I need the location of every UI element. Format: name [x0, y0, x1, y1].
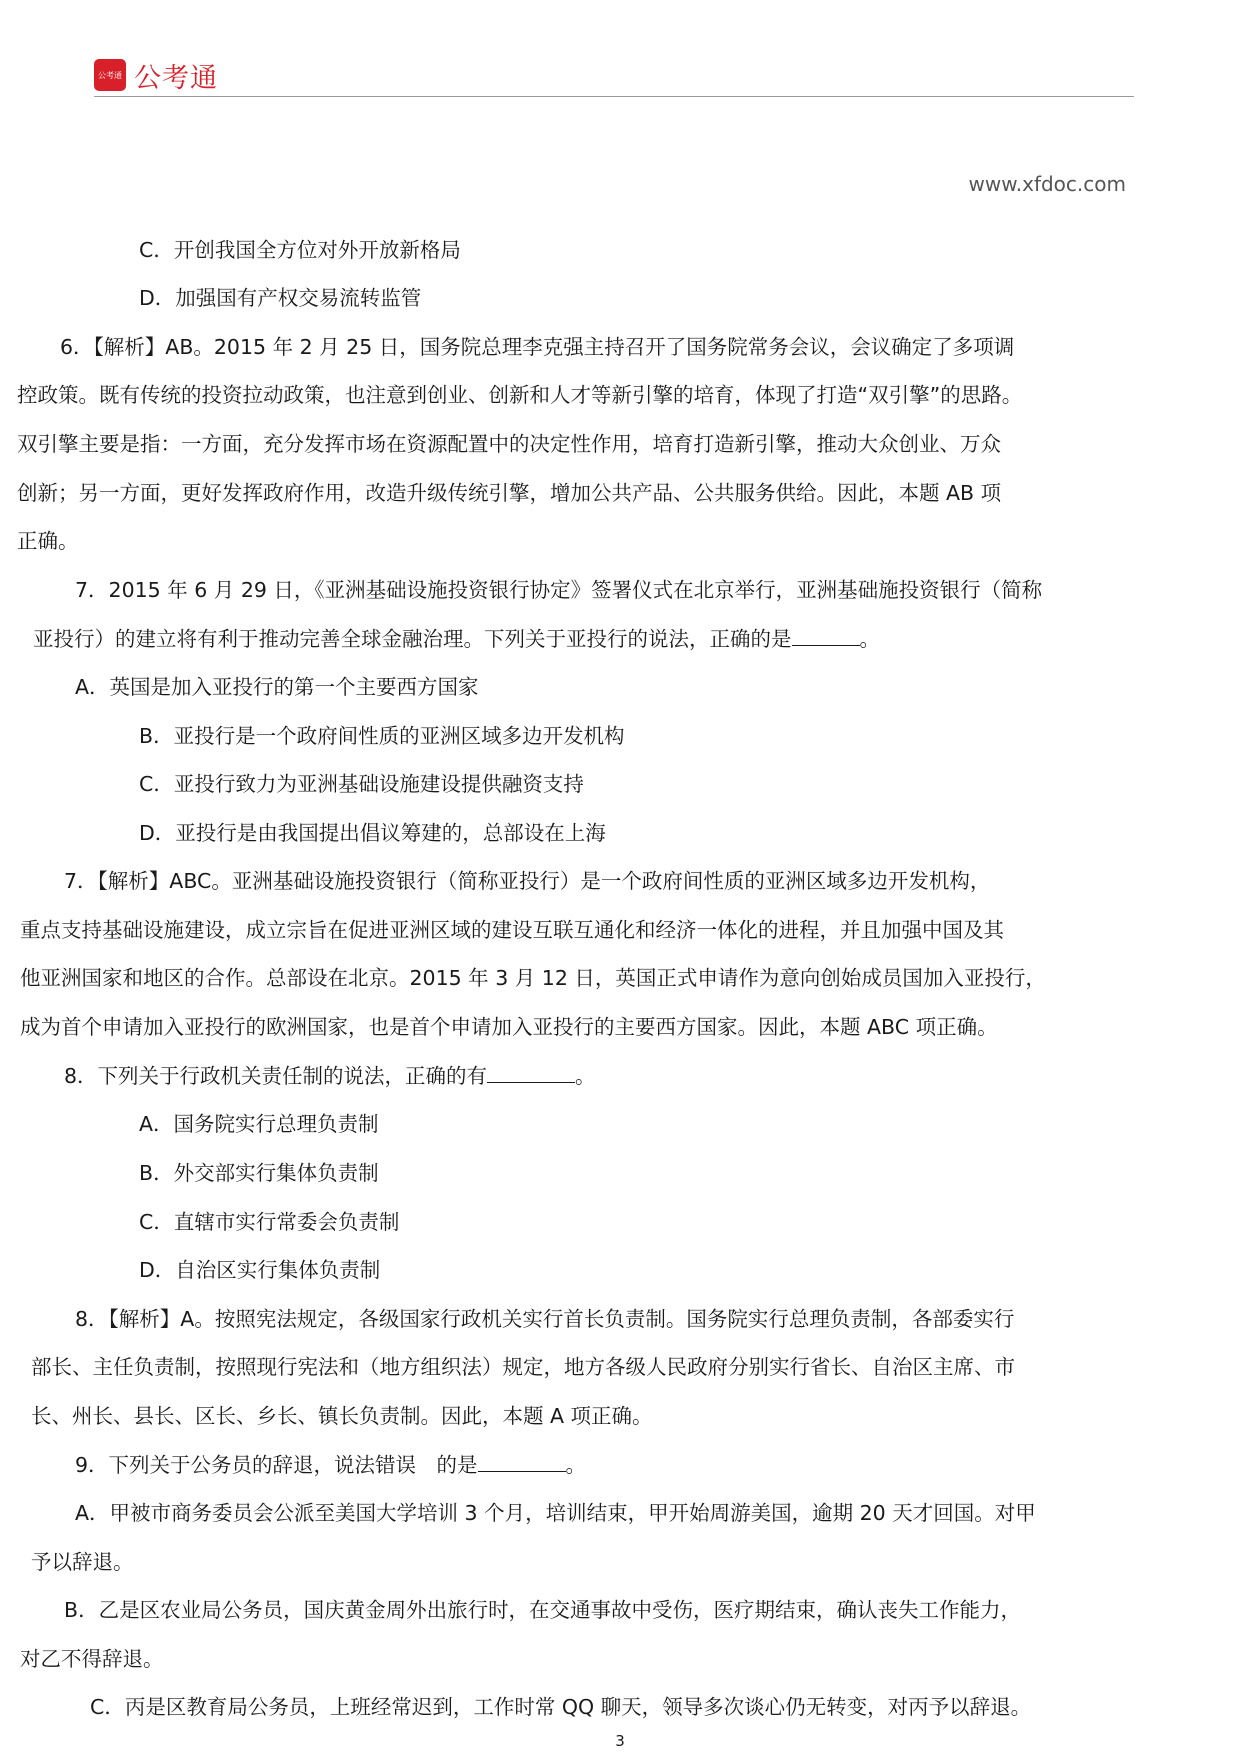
- brand-logo: [94, 58, 218, 92]
- option-d-line: D．亚投行是由我国提出倡议筹建的，总部设在上海: [139, 821, 606, 845]
- option-b-line-2: 对乙不得辞退。: [20, 1647, 164, 1671]
- option-d-line: D．自治区实行集体负责制: [139, 1258, 381, 1282]
- answer-8-line-3: 长、州长、县长、区长、乡长、镇长负责制。因此，本题 A 项正确。: [31, 1404, 653, 1428]
- answer-7-line-4: 成为首个申请加入亚投行的欧洲国家，也是首个申请加入亚投行的主要西方国家。因此，本题 ABC 项正确。: [20, 1015, 998, 1039]
- option-a-line: A．国务院实行总理负责制: [139, 1112, 379, 1136]
- option-c-line: C．开创我国全方位对外开放新格局: [139, 238, 461, 262]
- answer-6-line-1: 6．【解析】AB。2015 年 2 月 25 日，国务院总理李克强主持召开了国务院常务会议，会议确定了多项调: [60, 335, 1015, 359]
- option-c-line: C．直辖市实行常委会负责制: [139, 1210, 400, 1234]
- answer-6-line-4: 创新；另一方面，更好发挥政府作用，改造升级传统引擎，增加公共产品、公共服务供给。因此，本题 AB 项: [17, 481, 1002, 505]
- option-a-line-1: A．甲被市商务委员会公派至美国大学培训 3 个月，培训结束，甲开始周游美国，逾期 20 天才回国。对甲: [75, 1501, 1036, 1525]
- answer-7-line-2: 重点支持基础设施建设，成立宗旨在促进亚洲区域的建设互联互通化和经济一体化的进程，并且加强中国及其: [20, 918, 1004, 942]
- question-8-line-1: 8．下列关于行政机关责任制的说法，正确的有 。: [64, 1064, 596, 1088]
- answer-blank: [792, 625, 860, 646]
- option-c-line: C．丙是区教育局公务员，上班经常迟到，工作时常 QQ 聊天，领导多次谈心仍无转变，对丙予以辞退。: [90, 1695, 1032, 1719]
- page-number: 3: [615, 1732, 625, 1750]
- logo-badge-icon: 公考通: [94, 59, 126, 91]
- option-b-line-1: B．乙是区农业局公务员，国庆黄金周外出旅行时，在交通事故中受伤，医疗期结束，确认丧失工作能力，: [64, 1598, 1022, 1622]
- site-url: www.xfdoc.com: [968, 172, 1126, 196]
- option-b-line: B．外交部实行集体负责制: [139, 1161, 379, 1185]
- option-d-line: D．加强国有产权交易流转监管: [139, 286, 422, 310]
- option-c-line: C．亚投行致力为亚洲基础设施建设提供融资支持: [139, 772, 584, 796]
- answer-blank: [478, 1451, 566, 1472]
- answer-6-line-3: 双引擎主要是指：一方面，充分发挥市场在资源配置中的决定性作用，培育打造新引擎，推动大众创业、万众: [17, 432, 1001, 456]
- option-b-line: B．亚投行是一个政府间性质的亚洲区域多边开发机构: [139, 724, 625, 748]
- answer-7-line-3: 他亚洲国家和地区的合作。总部设在北京。2015 年 3 月 12 日，英国正式申请作为意向创始成员国加入亚投行，: [20, 966, 1046, 990]
- option-a-line: A．英国是加入亚投行的第一个主要西方国家: [75, 675, 479, 699]
- option-a-line-2: 予以辞退。: [31, 1550, 134, 1574]
- header-divider: [94, 96, 1134, 97]
- question-9-line-1: 9．下列关于公务员的辞退，说法错误 的是 。: [75, 1453, 587, 1477]
- answer-6-line-2: 控政策。既有传统的投资拉动政策，也注意到创业、创新和人才等新引擎的培育，体现了打造“双引擎”的思路。: [17, 383, 1023, 407]
- question-7-line-1: 7．2015 年 6 月 29 日，《亚洲基础设施投资银行协定》签署仪式在北京举行，亚洲基础施投资银行（简称: [75, 578, 1043, 602]
- answer-6-line-5: 正确。: [17, 529, 79, 553]
- question-7-line-2: 亚投行）的建立将有利于推动完善全球金融治理。下列关于亚投行的说法，正确的是 。: [33, 627, 880, 651]
- answer-7-line-1: 7．【解析】ABC。亚洲基础设施投资银行（简称亚投行）是一个政府间性质的亚洲区域多边开发机构，: [64, 869, 991, 893]
- answer-blank: [487, 1062, 575, 1083]
- answer-8-line-2: 部长、主任负责制，按照现行宪法和（地方组织法）规定，地方各级人民政府分别实行省长、自治区主席、市: [31, 1355, 1015, 1379]
- logo-text: 公考通: [134, 62, 218, 94]
- page-header: [0, 0, 1240, 100]
- answer-8-line-1: 8．【解析】A。按照宪法规定，各级国家行政机关实行首长负责制。国务院实行总理负责制，各部委实行: [75, 1307, 1015, 1331]
